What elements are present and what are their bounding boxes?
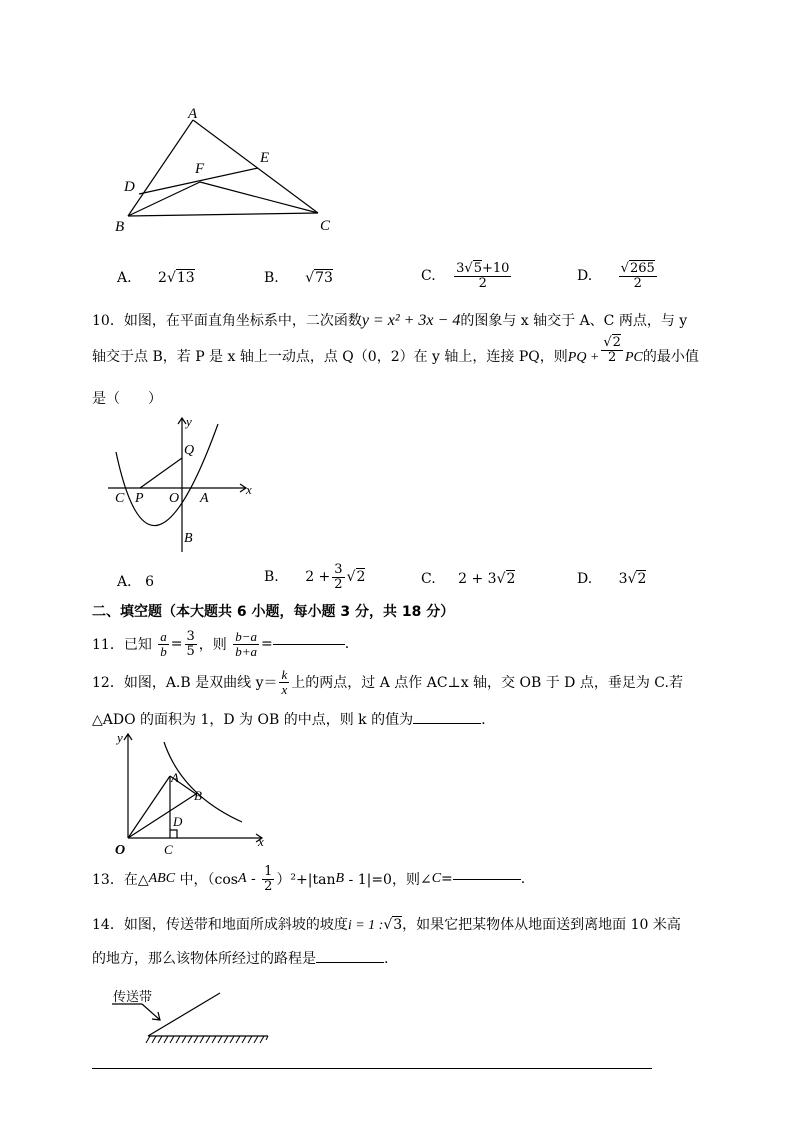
q9-label-c: C [320, 218, 331, 234]
sqrt-sign: √ [496, 571, 506, 587]
option-coef: 2 [158, 270, 167, 286]
q10-label-c: C [115, 491, 125, 506]
den: 2 [478, 275, 487, 291]
q14-conveyor-figure [108, 990, 278, 1050]
option-letter: D. [577, 268, 593, 285]
q12-text: △ADO 的面积为 1，D 为 OB 的中点，则 k 的值为 [92, 712, 414, 728]
q10-text: 10．如图，在平面直角坐标系中，二次函数 [92, 313, 362, 329]
q10-label-x: x [246, 482, 252, 497]
q9-option-b [264, 270, 333, 286]
q13-text: 中，（cos [175, 872, 238, 889]
q12-text: 上的两点，过 A 点作 AC⊥x 轴，交 OB 于 D 点，垂足为 C.若 [291, 675, 683, 692]
answer-blank[interactable] [413, 723, 481, 724]
q11-frac-3-5 [185, 630, 197, 658]
option-letter: A． [117, 574, 142, 590]
sqrt-sign: √ [346, 569, 356, 586]
q12-label-x: x [258, 834, 264, 849]
option-radicand: 2 [356, 569, 366, 586]
period: . [384, 951, 389, 967]
q10-label-a: A [200, 491, 209, 506]
den: x [281, 681, 288, 697]
q13-c: C [431, 871, 442, 887]
q14-line-1 [92, 914, 681, 934]
q12-frac-k-x [279, 668, 289, 696]
den: 2 [264, 878, 273, 894]
den: 2 [633, 275, 642, 291]
q13-text: ）²+|tan [276, 872, 336, 889]
q10-option-d [577, 571, 646, 587]
q10-text: 的图象与 x 轴交于 A、C 两点，与 y [460, 313, 688, 329]
sqrt-sign: √ [603, 334, 612, 350]
q11-mid: ，则 [198, 637, 227, 654]
sqrt-sign: √ [383, 917, 393, 933]
q13-minus: - [246, 871, 261, 888]
den: 5 [186, 643, 195, 659]
option-radicand: 2 [506, 571, 516, 587]
q9-label-d: D [124, 179, 135, 195]
page-bottom-rule [92, 1068, 652, 1069]
option-letter: C. [421, 571, 436, 587]
q12-text: 12．如图，A.B 是双曲线 y＝ [92, 675, 278, 692]
num: k [281, 667, 288, 682]
q10-label-b: B [184, 531, 193, 546]
q13-text: - 1|=0，则∠ [344, 872, 432, 889]
q9-option-a [117, 270, 195, 286]
q9-option-c [421, 262, 513, 290]
q14-text: 14．如图，传送带和地面所成斜坡的坡度 [92, 917, 348, 933]
equals: = [441, 871, 453, 888]
option-lead: 2 + 3 [458, 571, 497, 587]
q13-frac-half [262, 865, 274, 893]
q10-label-o: O [169, 491, 180, 506]
period: . [520, 871, 526, 888]
q12-label-y: y [117, 730, 123, 745]
q9-option-d [577, 262, 659, 290]
q12-line-1 [92, 668, 683, 696]
q10-label-q: Q [184, 443, 195, 458]
answer-blank[interactable] [273, 644, 345, 645]
q14-text: ，如果它把某物体从地面送到离地面 10 米高 [402, 917, 681, 933]
q12-label-a: A [171, 770, 179, 785]
q10-formula: y = x² + 3x − 4 [361, 312, 461, 329]
q10-text: 的最小值 [642, 349, 699, 365]
q10-label-p: P [135, 491, 144, 506]
num: 3 [186, 629, 195, 644]
option-lead: 3 [618, 571, 628, 587]
num: 1 [264, 864, 273, 879]
num: 3 [334, 562, 343, 577]
den: 2 [608, 349, 617, 365]
den: b [160, 643, 167, 659]
option-letter: B. [264, 270, 279, 286]
q10-expr-pq: PQ + [567, 350, 600, 365]
option-letter: B. [264, 569, 279, 586]
section-heading: 二、填空题（本大题共 6 小题，每小题 3 分，共 18 分） [92, 604, 455, 620]
q14-line-2 [92, 948, 388, 968]
q11-frac-expr [233, 630, 259, 658]
q13-abc: ABC [148, 871, 176, 887]
option-radicand: 13 [176, 270, 195, 286]
q14-radicand: 3 [393, 917, 403, 933]
sqrt-sign: √ [305, 270, 315, 286]
q10-option-c [421, 571, 515, 587]
sqrt-sign: √ [627, 571, 637, 587]
q14-slope-ratio: i = 1 : [347, 918, 384, 933]
q10-option-a [117, 571, 154, 591]
q11-line [92, 630, 349, 658]
q9-label-a: A [188, 106, 198, 122]
num: b−a [235, 629, 258, 644]
q14-text: 的地方，那么该物体所经过的路程是 [92, 951, 316, 967]
q12-hyperbola-figure [112, 730, 272, 858]
q10-parabola-figure [100, 412, 260, 557]
q10-line-3 [92, 388, 162, 408]
num-radicand: 2 [612, 334, 621, 350]
q11-prefix: 11．已知 [92, 637, 152, 654]
sqrt-sign: √ [620, 261, 629, 276]
q11-frac-a-b [158, 630, 169, 658]
q9-label-f: F [195, 161, 205, 177]
q12-label-c: C [164, 842, 173, 857]
option-text: 6 [145, 574, 155, 590]
q10-text: 是（ ） [92, 391, 162, 407]
sqrt-sign: √ [166, 270, 176, 286]
q12-label-b: B [194, 788, 202, 803]
num-coef: 3 [456, 261, 465, 276]
q14-belt-label: 传送带 [113, 990, 153, 1005]
equals: = [170, 636, 183, 653]
answer-blank[interactable] [316, 962, 384, 963]
q9-triangle-figure [108, 100, 348, 240]
sqrt-sign: √ [464, 261, 473, 276]
option-fraction [454, 262, 511, 290]
option-radicand: 2 [637, 571, 647, 587]
q10-expr-pc: PC [624, 350, 643, 365]
num: a [160, 629, 167, 644]
period: . [481, 712, 486, 728]
q10-line-1 [92, 310, 687, 330]
q10-expr-fraction [601, 336, 623, 364]
q13-text: 13．在△ [92, 872, 149, 889]
answer-blank[interactable] [453, 879, 521, 880]
period: . [344, 636, 350, 653]
q10-line-2 [92, 334, 699, 366]
option-letter: A. [117, 270, 132, 286]
option-letter: C. [421, 268, 436, 285]
q12-label-d: D [173, 814, 183, 829]
num-radicand: 5 [473, 261, 482, 276]
option-radicand: 73 [315, 270, 333, 286]
option-fraction [619, 262, 657, 290]
num-tail: +10 [481, 261, 510, 276]
q10-label-y: y [186, 414, 192, 429]
option-lead: 2 + [305, 569, 331, 586]
option-letter: D. [577, 571, 593, 587]
q12-label-o: O [115, 843, 126, 858]
q13-line [92, 865, 525, 893]
q10-option-b [264, 563, 365, 591]
q9-label-e: E [260, 150, 270, 166]
q9-label-b: B [115, 219, 125, 235]
q13-a: A [237, 871, 247, 887]
den: 2 [334, 576, 343, 592]
option-fraction [332, 563, 344, 591]
den: b+a [235, 643, 258, 659]
q12-line-2 [92, 709, 486, 729]
q10-text: 轴交于点 B，若 P 是 x 轴上一动点，点 Q（0，2）在 y 轴上，连接 PQ，则 [92, 349, 568, 365]
num-radicand: 265 [629, 261, 655, 276]
equals: = [261, 636, 273, 653]
q13-b: B [335, 871, 345, 887]
